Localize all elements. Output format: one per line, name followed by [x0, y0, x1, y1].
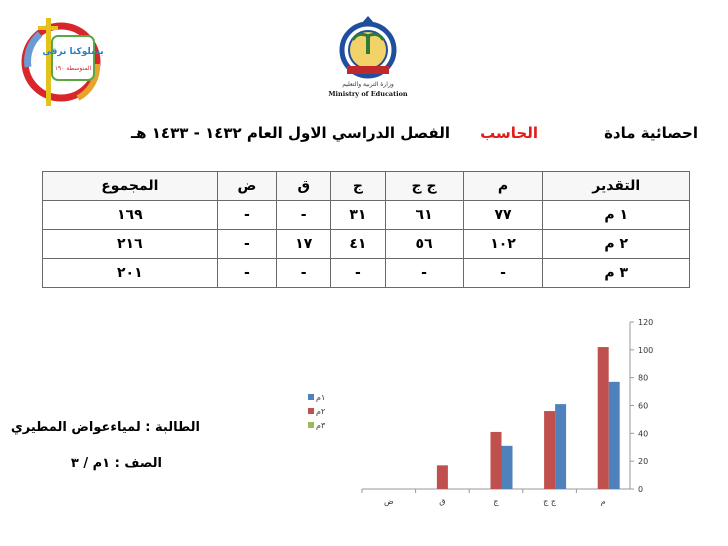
header-cell: ج ج — [385, 172, 463, 201]
title-label: احصائية مادة — [604, 124, 698, 142]
legend-swatch — [308, 408, 314, 414]
class-label: الصف : ١م / ٣ — [70, 456, 162, 471]
header-cell: التقدير — [543, 172, 690, 201]
table-cell: ٢ م — [543, 230, 690, 259]
header-cell: المجموع — [43, 172, 218, 201]
table-row — [43, 259, 690, 288]
bar-١م-ج ج — [555, 404, 566, 489]
table-cell: - — [331, 259, 385, 288]
table-cell: ٢١٦ — [43, 230, 218, 259]
y-tick-label: 20 — [638, 457, 649, 467]
grades-bar-chart — [300, 308, 670, 518]
table-cell: ٦١ — [385, 201, 463, 230]
x-tick-label: م — [600, 497, 606, 506]
ministry-name-en: Ministry of Education — [328, 90, 408, 98]
bar-٢م-ج ج — [544, 411, 555, 489]
table-cell: ٥٦ — [385, 230, 463, 259]
student-name: الطالبة : لمياءعواض المطيري — [10, 420, 200, 435]
table-cell: - — [277, 259, 331, 288]
logo-subtext: المتوسطة ١٩٠ — [54, 65, 92, 72]
y-tick-label: 60 — [638, 401, 649, 411]
bar-٢م-م — [598, 347, 609, 489]
table-cell: ١٦٩ — [43, 201, 218, 230]
legend-swatch — [308, 394, 314, 400]
y-tick-label: 0 — [638, 485, 644, 494]
ministry-name-ar: وزارة التربية والتعليم — [342, 81, 394, 88]
y-tick-label: 40 — [638, 429, 649, 439]
y-tick-label: 80 — [638, 373, 649, 383]
logo-text: بسلوكنا نرقى — [42, 47, 104, 57]
page-title — [20, 120, 708, 148]
bar-١م-م — [609, 382, 620, 489]
legend-label: ٢م — [316, 407, 326, 416]
table-cell: - — [463, 259, 543, 288]
table-cell: - — [277, 201, 331, 230]
table-cell: ٣١ — [331, 201, 385, 230]
legend-label: ٣م — [316, 421, 326, 430]
bar-١م-ج — [502, 446, 513, 489]
table-cell: - — [385, 259, 463, 288]
table-cell: ١٧ — [277, 230, 331, 259]
table-row — [43, 201, 690, 230]
table-header-row — [43, 172, 690, 201]
table-cell: - — [217, 259, 276, 288]
bar-٢م-ج — [491, 432, 502, 489]
x-tick-label: ج — [493, 497, 499, 506]
title-term: الفصل الدراسي الاول العام ١٤٣٢ - ١٤٣٣ هـ — [131, 124, 450, 142]
header-cell: م — [463, 172, 543, 201]
table-row — [43, 230, 690, 259]
table-cell: - — [217, 201, 276, 230]
table-cell: ١٠٢ — [463, 230, 543, 259]
header-cell: ق — [277, 172, 331, 201]
title-subject: الحاسب — [480, 124, 538, 142]
header-cell: ج — [331, 172, 385, 201]
x-tick-label: ق — [439, 497, 446, 506]
table-cell: ٣ م — [543, 259, 690, 288]
stats-table — [42, 171, 690, 288]
table-cell: - — [217, 230, 276, 259]
header-cell: ض — [217, 172, 276, 201]
ministry-logo — [325, 14, 411, 104]
bar-٢م-ق — [437, 465, 448, 489]
x-tick-label: ض — [383, 497, 394, 506]
y-tick-label: 100 — [638, 345, 654, 355]
x-tick-label: ج ج — [543, 497, 557, 506]
table-cell: ٧٧ — [463, 201, 543, 230]
table-cell: ٢٠١ — [43, 259, 218, 288]
school-logo — [18, 12, 104, 108]
y-tick-label: 120 — [638, 318, 654, 327]
table-cell: ١ م — [543, 201, 690, 230]
legend-swatch — [308, 422, 314, 428]
legend-label: ١م — [316, 393, 326, 402]
table-cell: ٤١ — [331, 230, 385, 259]
